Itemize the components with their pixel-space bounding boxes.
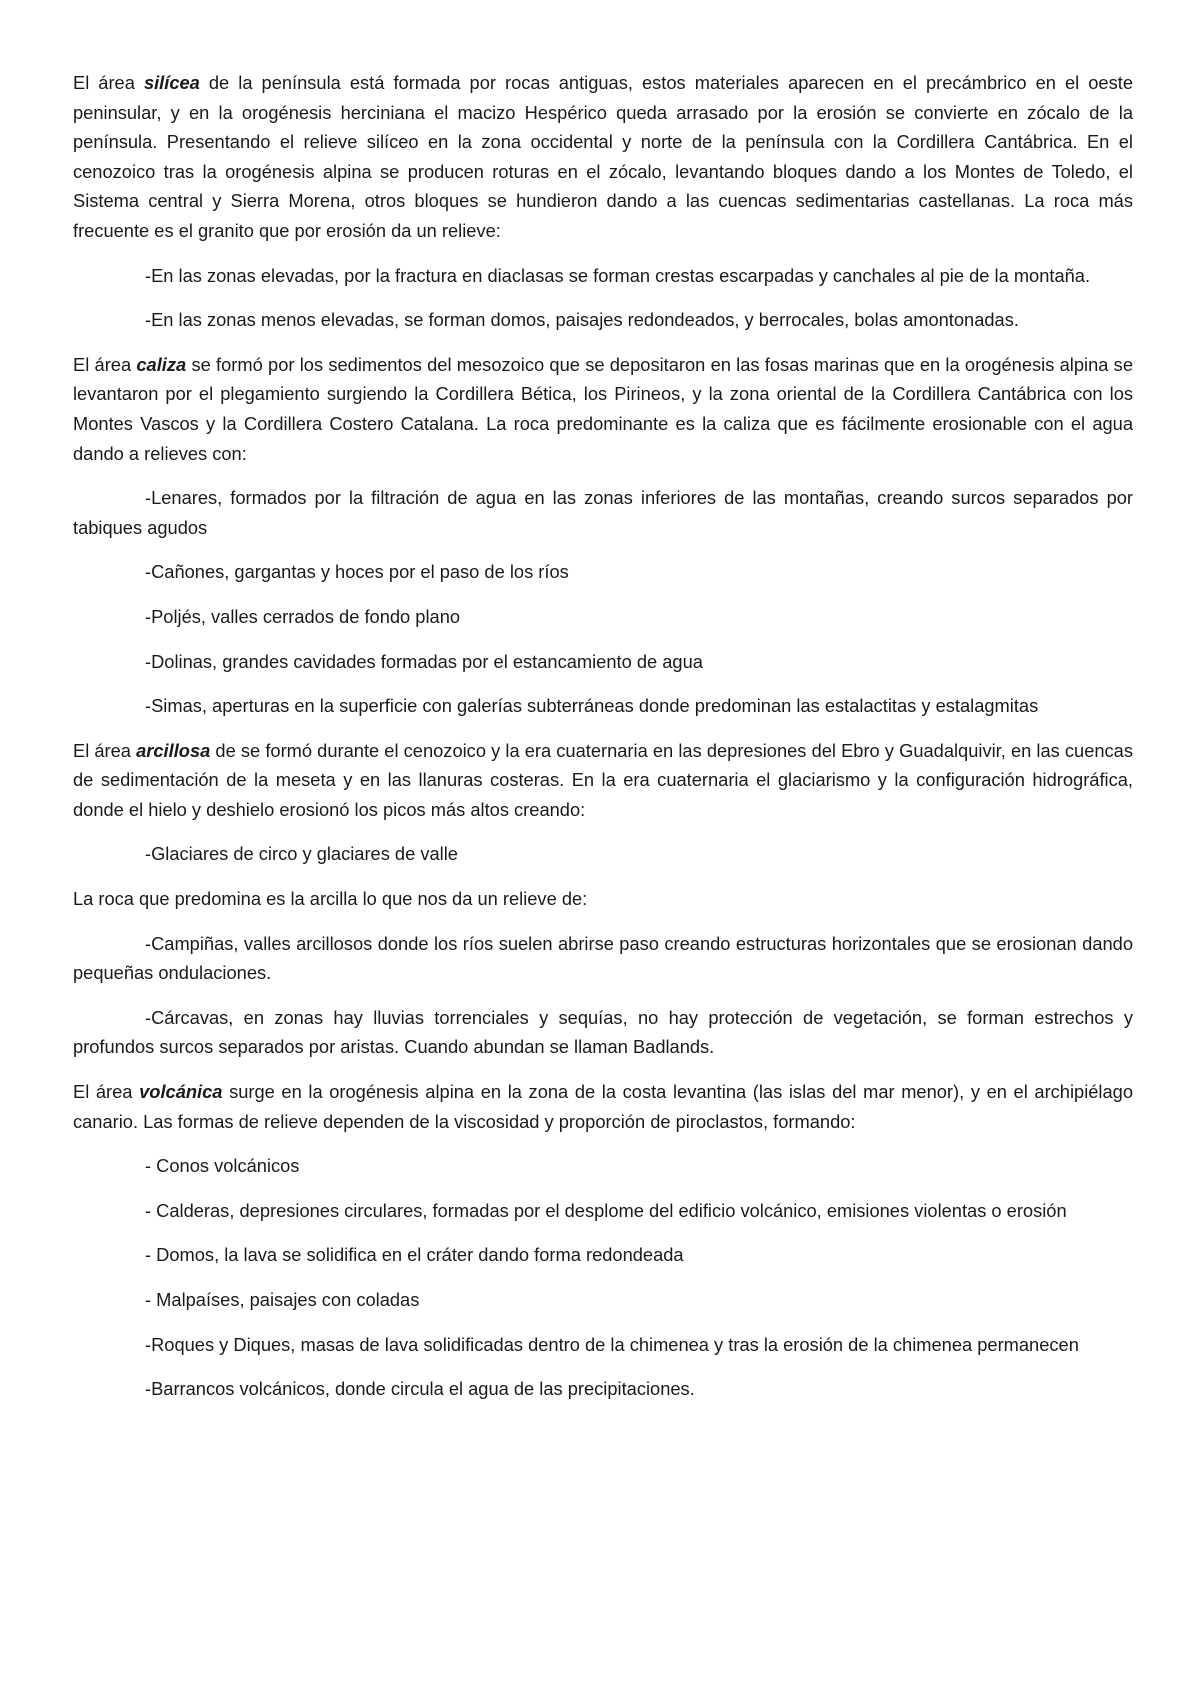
text: El área (73, 739, 137, 761)
text: de la península está formada por rocas antiguas, estos materiales aparecen en el precámbrico en el oeste peninsular, y en la orogénesis herciniana el macizo Hespérico queda arrasado por la erosión se convierte en zócalo de la península. Presentando el relieve silíceo en la zona occidental y norte de la península con la Cordillera Cantábrica. En el cenozoico tras la orogénesis alpina se producen roturas en el zócalo, levantando bloques dando a los Montes de Toledo, el Sistema central y Sierra Morena, otros bloques se hundieron dando a las cuencas sedimentarias castellanas. La roca más frecuente es el granito que por erosión da un relieve: (73, 72, 1133, 241)
text: de se formó durante el cenozoico y la era cuaternaria en las depresiones del Ebro y Guadalquivir, en las cuencas de sedimentación de la meseta y en las llanuras costeras. En la era cuaternaria el glaciarismo y la configuración hidrográfica, donde el hielo y deshielo erosionó los picos más altos creando: (73, 739, 1133, 820)
list-item: - Conos volcánicos (145, 1155, 300, 1177)
list-item: -En las zonas menos elevadas, se forman domos, paisajes redondeados, y berrocales, bolas amontonadas. (145, 309, 1019, 331)
list-item: -Dolinas, grandes cavidades formadas por el estancamiento de agua (145, 650, 703, 672)
paragraph-caliza (73, 350, 1133, 468)
paragraph-silicea (73, 68, 1133, 246)
list-item: -En las zonas elevadas, por la fractura en diaclasas se forman crestas escarpadas y canchales al pie de la montaña. (145, 264, 1091, 286)
list-item: - Domos, la lava se solidifica en el cráter dando forma redondeada (145, 1244, 684, 1266)
list-item: -Barrancos volcánicos, donde circula el agua de las precipitaciones. (145, 1378, 695, 1400)
list-item: -Glaciares de circo y glaciares de valle (145, 843, 458, 865)
keyword-silicea: silícea (143, 72, 200, 93)
text: El área (73, 353, 137, 375)
list-item: -Cañones, gargantas y hoces por el paso de los ríos (145, 561, 569, 583)
paragraph-arcillosa-roca: La roca que predomina es la arcilla lo que nos da un relieve de: (73, 888, 588, 910)
text: El área (73, 72, 144, 93)
list-item: -Lenares, formados por la filtración de agua en las zonas inferiores de las montañas, creando surcos separados por tabiques agudos (73, 487, 1133, 538)
text: El área (73, 1081, 140, 1103)
text: surge en la orogénesis alpina en la zona de la costa levantina (las islas del mar menor), y en el archipiélago canario. Las formas de relieve dependen de la viscosidad y proporción de piroclastos, formando: (73, 1081, 1133, 1132)
list-item: -Roques y Diques, masas de lava solidificadas dentro de la chimenea y tras la erosión de la chimenea permanecen (145, 1333, 1079, 1355)
paragraph-arcillosa (73, 736, 1133, 825)
text: se formó por los sedimentos del mesozoico que se depositaron en las fosas marinas que en la orogénesis alpina se levantaron por el plegamiento surgiendo la Cordillera Bética, los Pirineos, y la zona oriental de la Cordillera Cantábrica con los Montes Vascos y la Cordillera Costero Catalana. La roca predominante es la caliza que es fácilmente erosionable con el agua dando a relieves con: (73, 353, 1133, 464)
document-page (73, 68, 1133, 1419)
list-item: -Campiñas, valles arcillosos donde los ríos suelen abrirse paso creando estructuras horizontales que se erosionan dando pequeñas ondulaciones. (73, 932, 1133, 984)
list-item: -Poljés, valles cerrados de fondo plano (145, 605, 461, 627)
paragraph-volcanica (73, 1077, 1133, 1136)
keyword-caliza: caliza (136, 353, 187, 375)
list-item: - Malpaíses, paisajes con coladas (145, 1289, 420, 1310)
list-item: -Cárcavas, en zonas hay lluvias torrenciales y sequías, no hay protección de vegetación, se forman estrechos y profundos surcos separados por aristas. Cuando abundan se llaman Badlands. (73, 1006, 1133, 1058)
list-item: -Simas, aperturas en la superficie con galerías subterráneas donde predominan las estalactitas y estalagmitas (145, 695, 1039, 717)
keyword-volcanica: volcánica (139, 1081, 223, 1103)
keyword-arcillosa: arcillosa (136, 739, 211, 761)
list-item: - Calderas, depresiones circulares, formadas por el desplome del edificio volcánico, emisiones violentas o erosión (145, 1199, 1067, 1221)
